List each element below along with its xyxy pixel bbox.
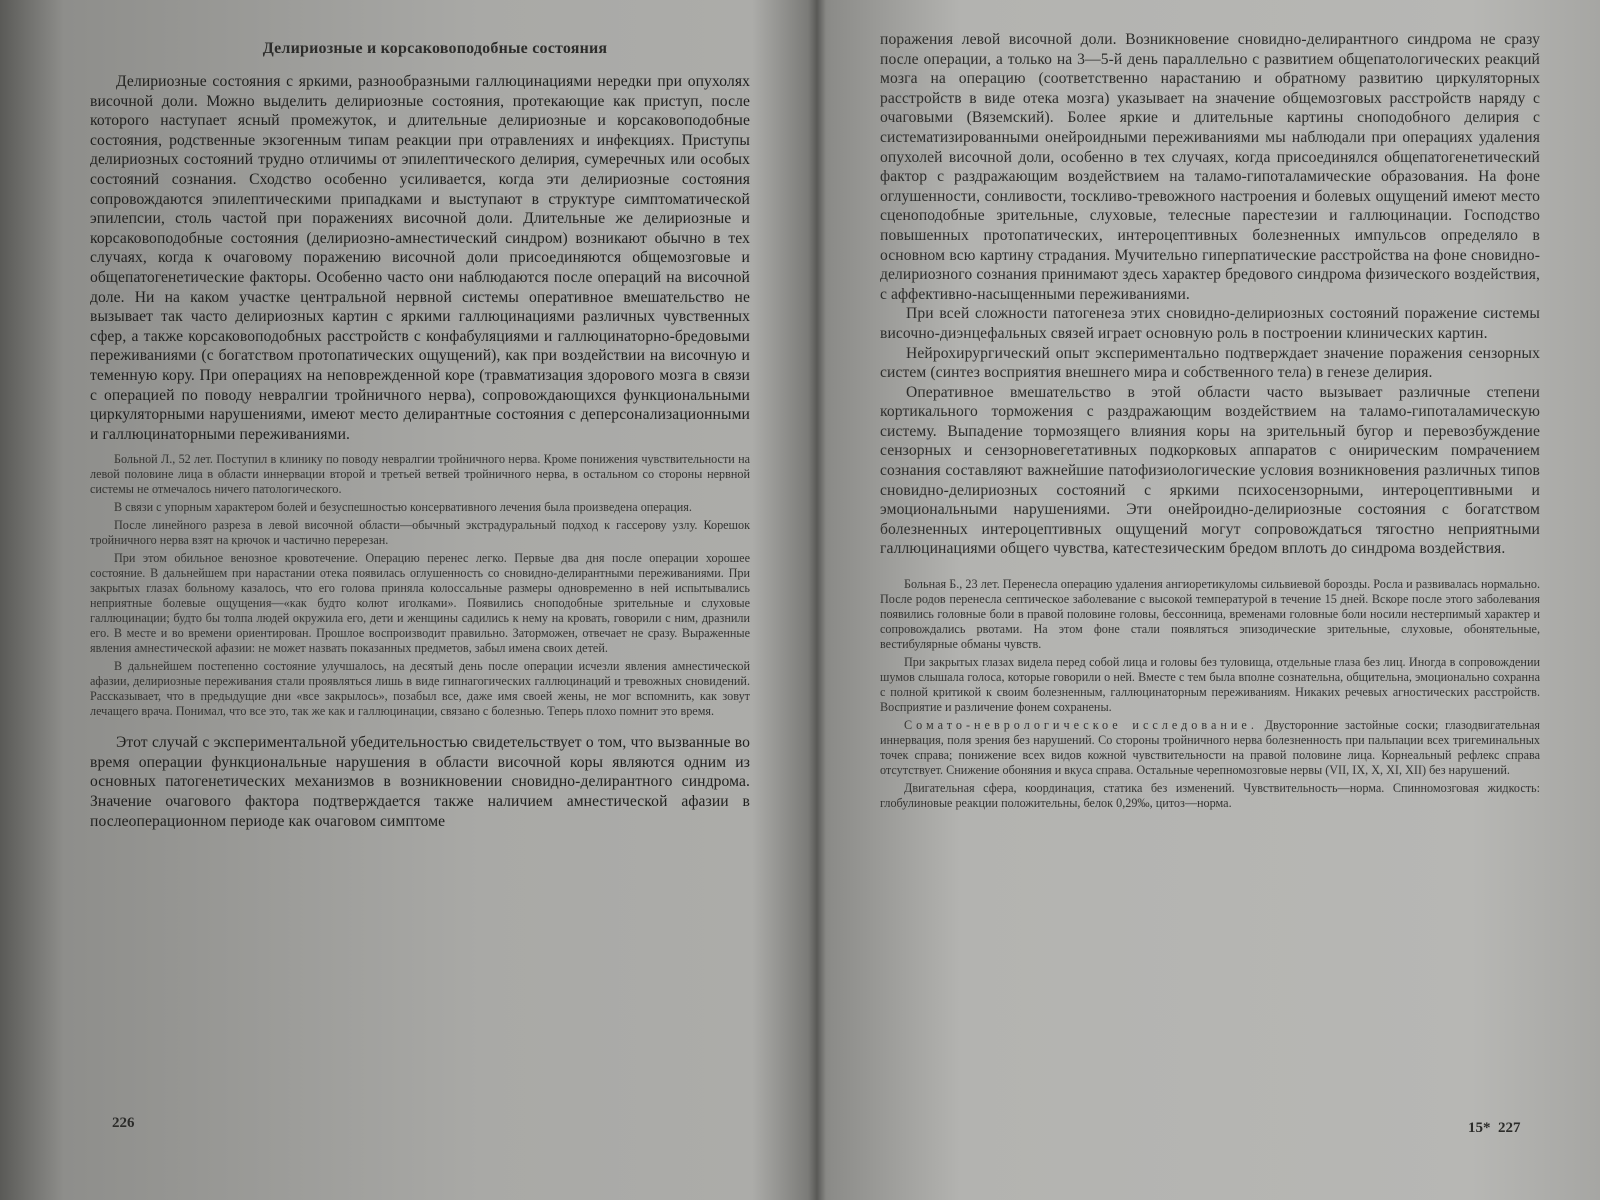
case-paragraph: Больная Б., 23 лет. Перенесла операцию удаления ангиоретикуломы сильвиевой борозды. Росла и развивалась нормально. После родов перенесла септическое заболевание с высокой температурой в течение 15 дней. Вскоре после этого заболевания появились головные боли в правой половине головы, бессонница, временами головные боли носили нестерпимый характер и сопровождались рвотами. На этом фоне стали появляться эпизодические зрительные, слуховые, обонятельные, вестибулярные обманы чувств. [880,577,1540,652]
case-block [880,577,1540,811]
left-page [90,30,750,831]
exam-paragraph: Двигательная сфера, координация, статика без изменений. Чувствительность—норма. Спинномозговая жидкость: глобулиновые реакции положительны, белок 0,29‰, цитоз—норма. [880,781,1540,811]
case-paragraph: При закрытых глазах видела перед собой лица и головы без туловища, отдельные глаза без лиц. Иногда в сопровождении шумов слышала голоса, которые говорили о ней. Вместе с тем была вполне сознательна, общительна, эмоционально сохранна с полной критикой к своим болезненным, галлюцинаторным переживаниям. Никаких речевых агностических расстройств. Восприятие и различение фонем сохранены. [880,655,1540,715]
body-paragraph: Нейрохирургический опыт экспериментально подтверждает значение поражения сензорных систем (синтез восприятия внешнего мира и собственного тела) в генезе делирия. [880,344,1540,382]
case-paragraph: В связи с упорным характером болей и безуспешностью консервативного лечения была произведена операция. [114,500,692,515]
right-page [880,30,1540,814]
page-number-value: 227 [1498,1120,1521,1136]
body-paragraph: При всей сложности патогенеза этих сновидно-делириозных состояний поражение системы височно-диэнцефальных связей играет основную роль в построении клинических картин. [880,305,1540,342]
book-gutter [808,0,826,1200]
case-paragraph: В дальнейшем постепенно состояние улучшалось, на десятый день после операции исчезли явления амнестической афазии, делириозные переживания стали проявляться лишь в виде гипнагогических галлюцинаций и тревожных сновидений. Рассказывает, что в предыдущие дни «все закрылось», позабыл все, даже имя своей жены, не мог вспомнить, как зовут лечащего врача. Понимал, что все это, так же как и галлюцинации, связано с болезнью. Теперь плохо помнит это время. [90,659,750,719]
page-number-right [1468,1120,1521,1137]
page-number-left: 226 [112,1115,135,1131]
case-paragraph: Больной Л., 52 лет. Поступил в клинику по поводу невралгии тройничного нерва. Кроме понижения чувствительности на левой половине лица в области иннервации второй и третьей ветвей тройничного нерва, в остальном со стороны нервной системы не отмечалось ничего патологического. [90,452,750,497]
signature-mark: 15* [1468,1120,1491,1136]
body-paragraph: поражения левой височной доли. Возникновение сновидно-делирантного синдрома не сразу после операции, а только на 3—5-й день параллельно с развитием общепатологических реакций мозга на операцию (соответственно нарастанию и обратному развитию циркуляторных расстройств в виде отека мозга) указывает на значение общемозговых расстройств наряду с очаговыми (Вяземский). Более яркие и длительные картины сноподобного делирия с систематизированными онейроидными переживаниями мы наблюдали при операциях удаления опухолей височной доли, особенно в тех случаях, когда присоединялся общепатогенетический фактор с раздражающим воздействием на таламо-гипоталамические образования. На фоне оглушенности, сонливости, тоскливо-тревожного настроения и болевых ощущений имеют место сценоподобные зрительные, слуховые, телесные парестезии и галлюцинации. Господство повышенных протопатических, интероцептивных болезненных импульсов определяло в основном всю картину страдания. Мучительно гиперпатические расстройства на фоне сновидно-делириозного сознания принимают здесь характер бредового синдрома физического воздействия, с аффективно-насыщенными переживаниями. [880,31,1540,303]
section-heading: Делириозные и корсаковоподобные состояния [262,40,608,57]
case-paragraph: При этом обильное венозное кровотечение. Операцию перенес легко. Первые два дня после операции хорошее состояние. В дальнейшем при нарастании отека появилась оглушенность со сновидно-делирантными переживаниями. При закрытых глазах больному казалось, что его голова приняла колоссальные размеры одновременно в ней испытывались неприятные болевые ощущения—«как будто колют иголками». Появились сноподобные зрительные и слуховые галлюцинации; будто бы толпа людей окружила его, дети и женщины садились к нему на кровать, говорили с ним, дразнили его. В месте и во времени ориентирован. Прошлое воспроизводит правильно. Заторможен, отвечает не сразу. Выраженные явления амнестической афазии: не может назвать показанных предметов, забыл имена своих детей. [90,551,750,656]
exam-paragraph [880,718,1540,778]
exam-heading: Сомато-неврологическое исследование. [904,718,1258,733]
case-paragraph: После линейного разреза в левой височной области—обычный экстрадуральный подход к гассерову узлу. Корешок тройничного нерва взят на крючок и частично перерезан. [90,518,750,548]
exam-text: Двусторонние застойные соски; глазодвигательная иннервация, поля зрения без нарушений. Со стороны тройничного нерва болезненность при пальпации всех тригеминальных точек справа; понижение всех видов кожной чувствительности на правой половине лица. Корнеальный рефлекс справа отсутствует. Снижение обоняния и вкуса справа. Остальные черепномозговые нервы (VII, IX, X, XI, XII) без нарушений. [880,718,1540,778]
body-paragraph: Оперативное вмешательство в этой области часто вызывает различные степени кортикального торможения с раздражающим воздействием на таламо-гипоталамическую систему. Выпадение тормозящего влияния коры на зрительный бугор и перевозбуждение сензорных и сензорновегетативных подкорковых аппаратов с онирическим помрачением сознания составляют важнейшие патофизиологические условия возникновения различных типов сновидно-делириозных состояний с яркими психосензорными, интероцептивными и эмоциональными нарушениями. Эти онейроидно-делириозные состояния с богатством болезненных интероцептивных ощущений могут сопровождаться тягостно неприятными галлюцинациями общего чувства, катестезическим бредом вплоть до синдрома воздействия. [880,383,1540,558]
case-block [90,452,750,719]
closing-paragraph: Этот случай с экспериментальной убедительностью свидетельствует о том, что вызванные во время операции функциональные нарушения в области височной коры являются одним из основных патогенетических механизмов в возникновении сновидно-делирантного синдрома. Значение очагового фактора подтверждается также наличием амнестической афазии в послеоперационном периоде как очаговом симптоме [90,734,750,830]
body-paragraph: Делириозные состояния с яркими, разнообразными галлюцинациями нередки при опухолях височной доли. Можно выделить делириозные состояния, протекающие как приступ, после которого наступает ясный промежуток, и длительные делириозные и корсаковоподобные состояния, родственные экзогенным типам реакции при отравлениях и инфекциях. Приступы делириозных состояний трудно отличимы от эпилептического делирия, сумеречных или особых состояний сознания. Сходство особенно усиливается, когда эти делириозные состояния сопровождаются эпилептическими припадками и выступают в структуре симптоматической эпилепсии, столь частой при поражениях височной доли. Длительные же делириозные и корсаковоподобные состояния (делириозно-амнестический синдром) возникают обычно в тех случаях, когда к очаговому поражению височной доли присоединяются общемозговые и общепатогенетические факторы. Особенно часто они наблюдаются после операций на височной доле. Ни на каком участке центральной нервной системы оперативное вмешательство не вызывает так часто делириозных картин с яркими галлюцинациями различных чувственных сфер, а также корсаковоподобных расстройств с конфабуляциями и галлюцинаторно-бредовыми переживаниями (с богатством протопатических ощущений), как при воздействии на височную и теменную кору. При операциях на неповрежденной коре (травматизация здорового мозга в связи с операцией по поводу невралгии тройничного нерва), сопровождающихся функциональными циркуляторными нарушениями, имеют место делирантные состояния с деперсонализационными и галлюцинаторными переживаниями. [90,73,750,443]
